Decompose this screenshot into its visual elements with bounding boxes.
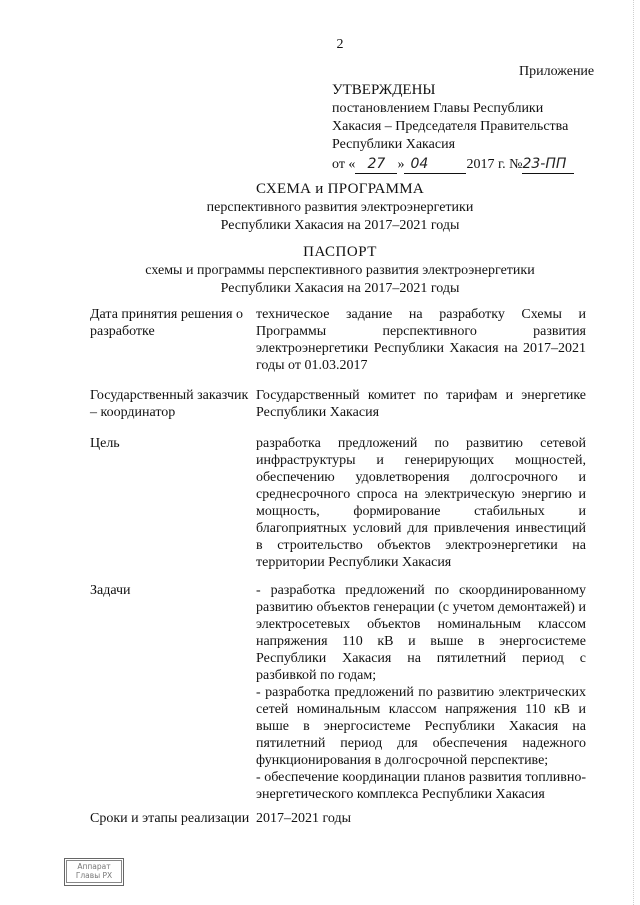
passport-title (0, 243, 640, 298)
field-value-goal: разработка предложений по развитию сетевой инфраструктуры и генерирующих мощностей, обеспечению удовлетворения долгосрочного и среднесрочного спроса на электрическую энергию и мощность, формирование стабильных и благоприятных условий для привлечения инвестиций в строительство объектов электроэнергетики на территории Республики Хакасия (256, 436, 586, 570)
field-label-tasks: Задачи (90, 583, 131, 598)
field-label-decision-date: Дата принятия решения о разработке (90, 307, 244, 339)
date-mid: » (397, 157, 405, 172)
passport-title-line: Республики Хакасия на 2017–2021 годы (220, 281, 460, 296)
field-value-timeline: 2017–2021 годы (256, 811, 352, 826)
scheme-title-main: СХЕМА и ПРОГРАММА (255, 181, 425, 197)
field-label-goal: Цель (90, 436, 120, 451)
approval-heading: УТВЕРЖДЕНЫ (332, 82, 436, 98)
registration-stamp (64, 858, 124, 886)
field-label-customer: Государственный заказчик – координатор (90, 388, 249, 420)
passport-title-line: схемы и программы перспективного развития электроэнергетики (145, 263, 535, 278)
handwritten-month: 04 (404, 155, 466, 174)
scheme-title-line: Республики Хакасия на 2017–2021 годы (220, 218, 460, 233)
approval-date-line (332, 155, 602, 174)
page-edge (633, 0, 634, 905)
handwritten-day: 27 (355, 155, 397, 174)
field-value-decision-date: техническое задание на разработку Схемы и Программы перспективного развития электроэнергетики Республики Хакасия на 2017–2021 годы от 01.03.2017 (256, 307, 586, 373)
registration-stamp-inner (66, 860, 122, 883)
page-number: 2 (336, 37, 344, 52)
task-item: - обеспечение координации планов развития топливно-энергетического комплекса Республики Хакасия (256, 770, 586, 802)
field-value-tasks (256, 582, 586, 803)
approval-line: Хакасия – Председателя Правительства (332, 119, 569, 134)
stamp-line: Главы РХ (75, 871, 113, 880)
task-item: - разработка предложений по развитию электрических сетей номинальным классом напряжения 110 кВ и выше в энергосистеме Республики Хакасия на пятилетний период для обеспечения надежного функционирования в долгосрочной перспективе; (256, 685, 586, 768)
appendix-label: Приложение (519, 64, 595, 79)
approval-line: Республики Хакасия (332, 137, 456, 152)
scheme-title (0, 180, 640, 235)
field-label-timeline: Сроки и этапы реализации (90, 811, 250, 826)
passport-title-main: ПАСПОРТ (303, 244, 377, 260)
approval-line: постановлением Главы Республики (332, 101, 544, 116)
stamp-line: Аппарат (77, 862, 111, 871)
approval-block (332, 81, 602, 174)
handwritten-number: 23-ПП (522, 155, 574, 174)
date-prefix: от « (332, 157, 356, 172)
scheme-title-line: перспективного развития электроэнергетики (206, 200, 474, 215)
date-year: 2017 г. № (466, 157, 523, 172)
task-item: - разработка предложений по скоординированному развитию объектов генерации (с учетом демонтажей) и электросетевых объектов номинальным классом напряжения 110 кВ и выше в энергосистеме Республики Хакасия на пятилетний период с разбивкой по годам; (256, 583, 586, 683)
field-value-customer: Государственный комитет по тарифам и энергетике Республики Хакасия (256, 388, 586, 420)
